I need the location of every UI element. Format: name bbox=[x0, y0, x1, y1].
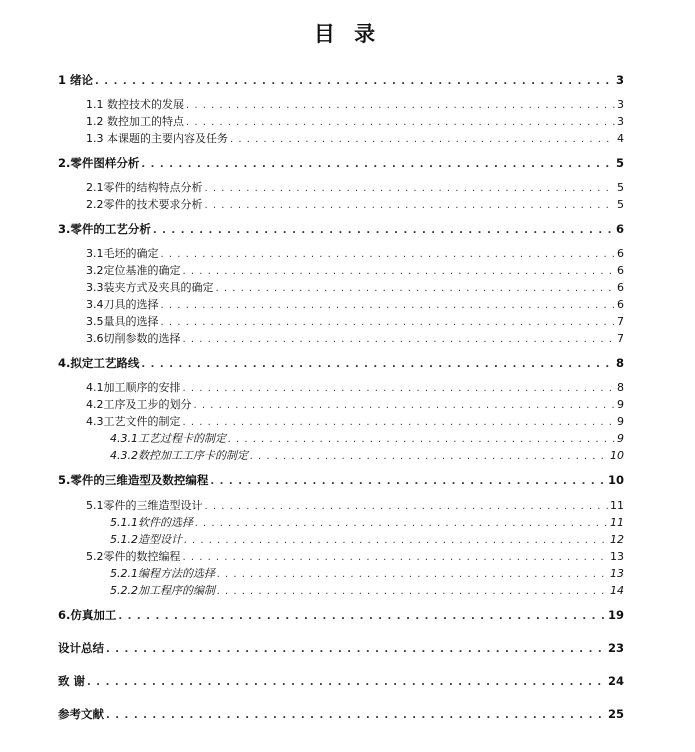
toc-entry-text: 参考文献 bbox=[58, 707, 104, 721]
toc-entry[interactable] bbox=[86, 379, 624, 395]
toc-leader bbox=[183, 417, 616, 428]
toc-entry-text: 5.零件的三维造型及数控编程 bbox=[58, 473, 209, 487]
toc-entry-page: 6 bbox=[615, 222, 624, 236]
toc-entry[interactable] bbox=[86, 279, 624, 295]
toc-entry[interactable] bbox=[86, 296, 624, 312]
toc-entry-text: 1 绪论 bbox=[58, 73, 94, 87]
toc-entry-text: 4.3.1工艺过程卡的制定 bbox=[110, 432, 226, 445]
toc-leader bbox=[228, 434, 615, 445]
toc-entry-page: 11 bbox=[610, 499, 624, 512]
toc-entry[interactable] bbox=[58, 221, 624, 237]
toc-entry-page: 25 bbox=[607, 707, 624, 721]
toc-entry[interactable] bbox=[58, 640, 624, 656]
toc-entry-page: 14 bbox=[610, 584, 624, 597]
toc-leader bbox=[87, 677, 606, 688]
toc-entry-page: 5 bbox=[617, 198, 624, 211]
toc-leader bbox=[184, 535, 608, 546]
toc-entry-text: 1.2 数控加工的特点 bbox=[86, 115, 184, 128]
toc-entry-page: 13 bbox=[610, 567, 624, 580]
toc-leader bbox=[194, 400, 616, 411]
toc-entry[interactable] bbox=[110, 514, 624, 530]
toc-leader bbox=[183, 266, 616, 277]
toc-entry-text: 5.1.1软件的选择 bbox=[110, 516, 193, 529]
toc-entry[interactable] bbox=[86, 413, 624, 429]
toc-leader bbox=[186, 117, 615, 128]
toc-leader bbox=[153, 225, 614, 236]
toc-entry-page: 24 bbox=[607, 674, 624, 688]
toc-entry-text: 5.2零件的数控编程 bbox=[86, 550, 181, 563]
toc-entry-text: 5.1.2造型设计 bbox=[110, 533, 182, 546]
toc-leader bbox=[195, 518, 608, 529]
toc-entry-text: 4.2工序及工步的划分 bbox=[86, 398, 192, 411]
toc-entry-text: 5.2.1编程方法的选择 bbox=[110, 567, 215, 580]
toc-entry-text: 3.零件的工艺分析 bbox=[58, 222, 151, 236]
toc-entry-text: 4.1加工顺序的安排 bbox=[86, 381, 181, 394]
toc-entry[interactable] bbox=[86, 96, 624, 112]
toc-leader bbox=[106, 644, 606, 655]
toc-entry-page: 3 bbox=[617, 98, 624, 111]
toc-entry-text: 5.2.2加工程序的编制 bbox=[110, 584, 215, 597]
toc-entry-text: 4.3工艺文件的制定 bbox=[86, 415, 181, 428]
toc-entry[interactable] bbox=[110, 447, 624, 463]
toc-entry-text: 5.1零件的三维造型设计 bbox=[86, 499, 203, 512]
toc-leader bbox=[205, 200, 616, 211]
toc-leader bbox=[141, 159, 614, 170]
toc-entry-text: 设计总结 bbox=[58, 641, 104, 655]
toc-entry-text: 2.1零件的结构特点分析 bbox=[86, 181, 203, 194]
toc-entry-page: 5 bbox=[615, 156, 624, 170]
toc-entry-text: 3.3装夹方式及夹具的确定 bbox=[86, 281, 214, 294]
toc-entry-page: 10 bbox=[607, 473, 624, 487]
toc-entry[interactable] bbox=[86, 113, 624, 129]
toc-entry[interactable] bbox=[86, 130, 624, 146]
toc-entry[interactable] bbox=[58, 72, 624, 88]
toc-entry[interactable] bbox=[86, 313, 624, 329]
toc-leader bbox=[183, 552, 609, 563]
toc-entry-page: 12 bbox=[610, 533, 624, 546]
toc-entry[interactable] bbox=[58, 706, 624, 722]
toc-entry-text: 3.5量具的选择 bbox=[86, 315, 159, 328]
toc-entry[interactable] bbox=[86, 179, 624, 195]
toc-entry[interactable] bbox=[110, 582, 624, 598]
toc-entry-text: 3.1毛坯的确定 bbox=[86, 247, 159, 260]
toc-leader bbox=[161, 300, 616, 311]
toc-entry-page: 3 bbox=[617, 115, 624, 128]
toc-entry[interactable] bbox=[58, 673, 624, 689]
toc-entry-page: 13 bbox=[610, 550, 624, 563]
toc-entry[interactable] bbox=[86, 245, 624, 261]
toc-entry[interactable] bbox=[110, 531, 624, 547]
toc-entry-page: 7 bbox=[617, 315, 624, 328]
toc-entry-text: 3.6切削参数的选择 bbox=[86, 332, 181, 345]
toc-entry[interactable] bbox=[58, 607, 624, 623]
toc-entry[interactable] bbox=[86, 548, 624, 564]
toc-entry-text: 2.2零件的技术要求分析 bbox=[86, 198, 203, 211]
toc-entry-page: 6 bbox=[617, 247, 624, 260]
toc-entry-page: 5 bbox=[617, 181, 624, 194]
toc-entry[interactable] bbox=[86, 497, 624, 513]
toc-entry[interactable] bbox=[58, 155, 624, 171]
toc-entry-page: 10 bbox=[610, 449, 624, 462]
toc-leader bbox=[95, 76, 614, 87]
toc-entry[interactable] bbox=[110, 565, 624, 581]
toc-entry[interactable] bbox=[58, 355, 624, 371]
toc-leader bbox=[205, 501, 609, 512]
toc-entry[interactable] bbox=[110, 430, 624, 446]
toc-entry-page: 3 bbox=[615, 73, 624, 87]
toc-entry[interactable] bbox=[58, 472, 624, 488]
toc-entry-text: 1.1 数控技术的发展 bbox=[86, 98, 184, 111]
toc-leader bbox=[250, 451, 608, 462]
toc-leader bbox=[161, 249, 616, 260]
toc-entry-page: 6 bbox=[617, 264, 624, 277]
toc-leader bbox=[183, 383, 616, 394]
toc-leader bbox=[141, 359, 614, 370]
toc-entry-page: 7 bbox=[617, 332, 624, 345]
toc-leader bbox=[205, 183, 616, 194]
toc-entry-text: 2.零件图样分析 bbox=[58, 156, 140, 170]
toc-entry[interactable] bbox=[86, 196, 624, 212]
page-title: 目 录 bbox=[313, 22, 382, 46]
toc-entry-page: 23 bbox=[607, 641, 624, 655]
toc-leader bbox=[230, 134, 615, 145]
toc-entry-page: 9 bbox=[617, 415, 624, 428]
toc-entry[interactable] bbox=[86, 396, 624, 412]
toc-entry[interactable] bbox=[86, 262, 624, 278]
toc-leader bbox=[186, 100, 615, 111]
toc-entry-page: 8 bbox=[617, 381, 624, 394]
toc-entry-text: 1.3 本课题的主要内容及任务 bbox=[86, 132, 228, 145]
toc-entry-page: 8 bbox=[615, 356, 624, 370]
toc-leader bbox=[217, 586, 608, 597]
toc-leader bbox=[106, 710, 606, 721]
toc-entry-page: 9 bbox=[617, 432, 624, 445]
toc-entry[interactable] bbox=[86, 330, 624, 346]
toc-entry-text: 4.拟定工艺路线 bbox=[58, 356, 140, 370]
toc-entry-page: 19 bbox=[607, 608, 624, 622]
toc-leader bbox=[161, 317, 616, 328]
toc-leader bbox=[118, 611, 606, 622]
toc-entry-page: 6 bbox=[617, 281, 624, 294]
toc-leader bbox=[216, 283, 616, 294]
toc-entry-page: 9 bbox=[617, 398, 624, 411]
toc-leader bbox=[210, 476, 606, 487]
toc-entry-page: 4 bbox=[617, 132, 624, 145]
toc-entry-text: 致 谢 bbox=[58, 674, 86, 688]
toc-entry-text: 6.仿真加工 bbox=[58, 608, 117, 622]
toc-leader bbox=[183, 334, 616, 345]
toc-entry-text: 3.4刀具的选择 bbox=[86, 298, 159, 311]
toc-leader bbox=[217, 569, 608, 580]
toc-entry-text: 4.3.2数控加工工序卡的制定 bbox=[110, 449, 248, 462]
toc-entry-text: 3.2定位基准的确定 bbox=[86, 264, 181, 277]
toc-entry-page: 11 bbox=[610, 516, 624, 529]
toc-entry-page: 6 bbox=[617, 298, 624, 311]
